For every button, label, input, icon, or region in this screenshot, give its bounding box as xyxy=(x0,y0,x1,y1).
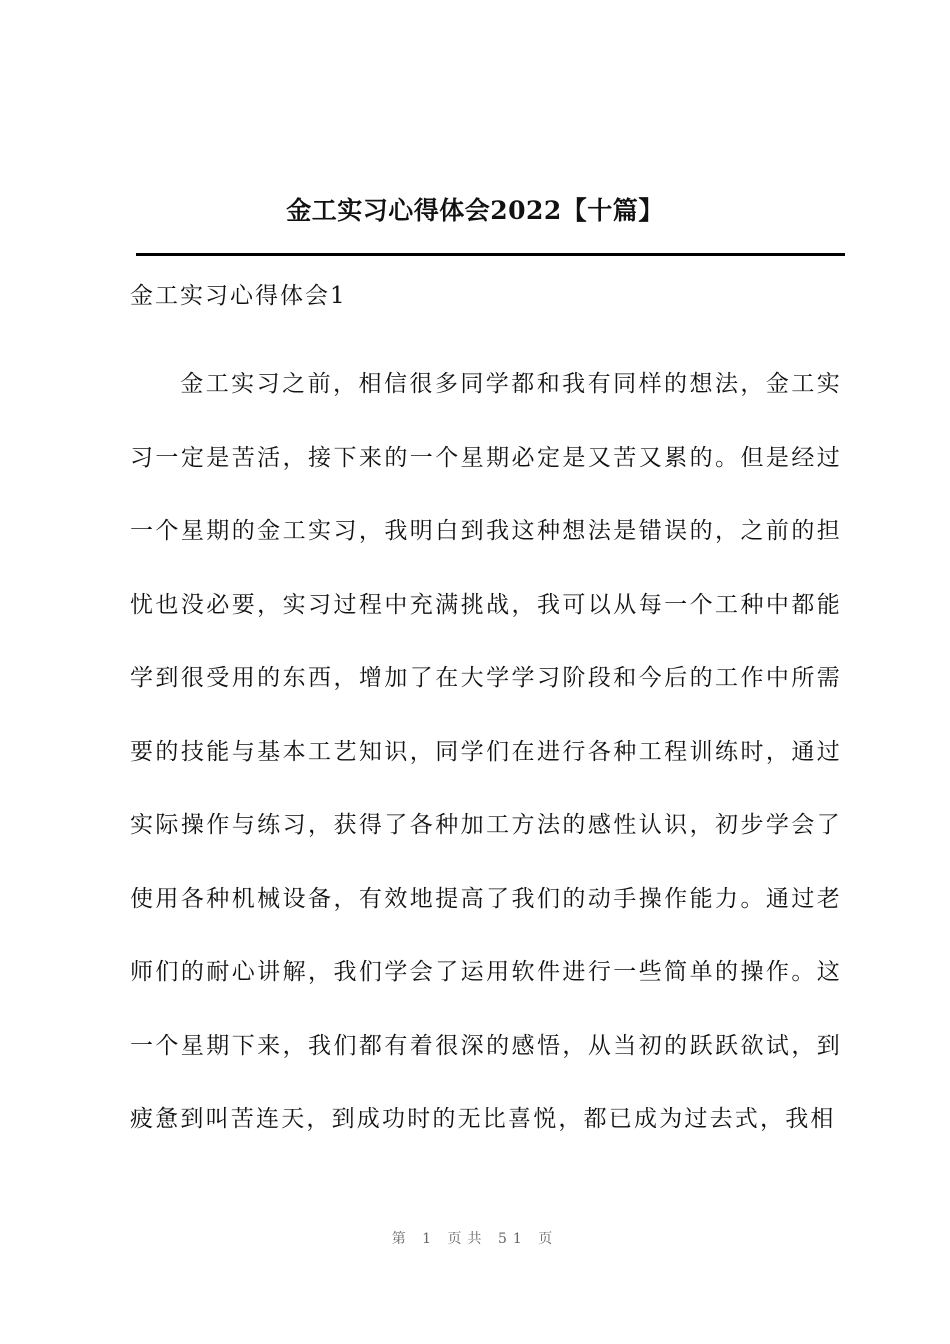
page-number: 第 1 页共 51 页 xyxy=(391,1231,559,1247)
document-title: 金工实习心得体会2022【十篇】 xyxy=(286,196,664,225)
title-divider xyxy=(136,253,845,256)
paragraph-text: 金工实习之前，相信很多同学都和我有同样的想法，金工实习一定是苦活，接下来的一个星期必定是又苦又累的。但是经过一个星期的金工实习，我明白到我这种想法是错误的，之前的担忧也没必要，实习过程中充满挑战，我可以从每一个工种中都能学到很受用的东西，增加了在大学学习阶段和今后的工作中所需要的技能与基本工艺知识，同学们在进行各种工程训练时，通过实际操作与练习，获得了各种加工方法的感性认识，初步学会了使用各种机械设备，有效地提高了我们的动手操作能力。通过老师们的耐心讲解，我们学会了运用软件进行一些简单的操作。这一个星期下来，我们都有着很深的感悟，从当初的跃跃欲试，到疲惫到叫苦连天，到成功时的无比喜悦，都已成为过去式，我相 xyxy=(130,371,842,1132)
body-paragraph xyxy=(130,348,842,1157)
section-heading: 金工实习心得体会1 xyxy=(130,283,347,309)
